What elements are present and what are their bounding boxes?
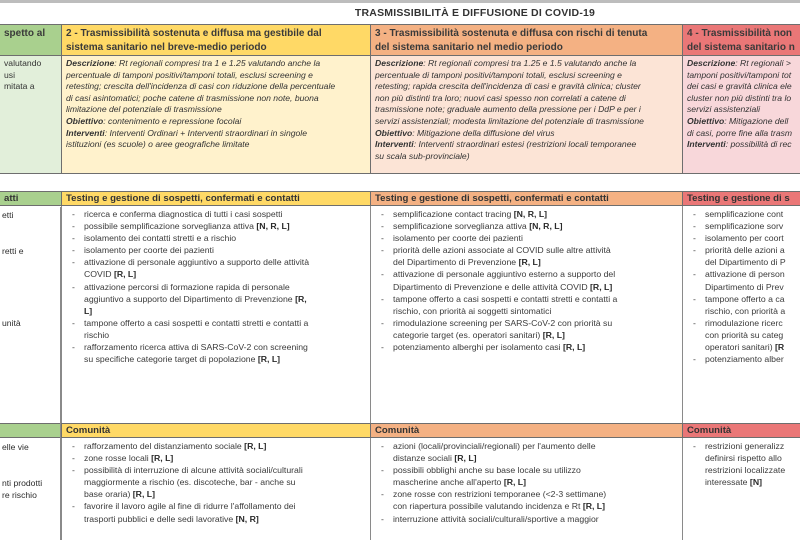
list-item: - potenziamento alberghi per isolamento casi [R, L] xyxy=(381,341,678,353)
level-4-header-line: del sistema sanitario n xyxy=(687,42,795,53)
list-item: - zone rosse locali [R, L] xyxy=(72,452,366,464)
descrizione-line: cluster non più distinti tra lo xyxy=(687,92,792,103)
level-2-testing-header: Testing e gestione di sospetti, confermati e contatti xyxy=(61,191,371,206)
list-item: con priorità su categ xyxy=(705,329,784,340)
descrizione-line: percentuale di tamponi positivi/tamponi totali, esclusi screening e xyxy=(375,69,622,80)
interventi-line: Interventi: Interventi straordinari estesi (restrizioni locali temporanee xyxy=(375,139,637,150)
level-1-community-fragment xyxy=(0,465,61,477)
list-item: maggiormente a rischio (es. discoteche, bar - anche su xyxy=(84,477,296,488)
region-tag: L] xyxy=(84,305,93,316)
descrizione-label: Descrizione xyxy=(66,58,115,68)
descrizione-label: Descrizione xyxy=(375,58,424,68)
region-tag: [R, L] xyxy=(590,281,613,292)
community-items xyxy=(62,440,370,525)
descrizione-line: non più distinti tra loro; nuovi casi spesso non correlati a catene di xyxy=(375,92,626,103)
region-tag: [R, L] xyxy=(113,269,137,280)
descrizione-line: servizi assistenziali; modesta limitazione del potenziale di trasmissione xyxy=(375,115,644,126)
list-item: - priorità delle azioni associate al COVID sulle altre attività xyxy=(381,244,678,256)
level-1-testing-fragment xyxy=(0,233,61,245)
list-item: - restrizioni generalizz xyxy=(693,440,800,452)
level-3-community-header: Comunità xyxy=(370,423,683,438)
list-item: - possibili obblighi anche su base locale su utilizzo xyxy=(381,464,678,476)
level-1-header-line: spetto al xyxy=(4,28,46,39)
level-3-testing-header: Testing e gestione di sospetti, confermati e contatti xyxy=(370,191,683,206)
level-3-header xyxy=(370,24,683,56)
region-tag: [N, R] xyxy=(235,513,259,524)
descrizione-line: servizi assistenziali xyxy=(687,104,761,115)
list-item: del Dipartimento di Prevenzione [R, L] xyxy=(393,257,541,268)
descrizione-line: Descrizione: Rt regionali compresi tra 1 e 1.25 valutando anche la xyxy=(66,58,321,68)
community-items xyxy=(683,440,800,488)
level-4-description xyxy=(682,56,800,174)
region-tag: [N] xyxy=(749,477,762,488)
descrizione-line: trasmissione note; graduale aumento della pressione per i DdP e per i xyxy=(375,104,641,115)
list-item: Dipartimento di Prevenzione e delle attività COVID [R, L] xyxy=(393,281,613,292)
descrizione-line: percentuale di tamponi positivi/tamponi totali, esclusi screening e xyxy=(66,69,313,80)
list-item xyxy=(72,305,366,317)
list-item: - isolamento per coorte dei pazienti xyxy=(381,232,678,244)
descrizione-line: tamponi positivi/tamponi tot xyxy=(687,69,792,80)
list-item: - isolamento per coort xyxy=(693,232,800,244)
level-1-community-fragment: elle vie xyxy=(2,442,29,452)
descrizione-line: Descrizione: Rt regionali compresi tra 1.25 e 1.5 valutando anche la xyxy=(375,58,637,68)
level-4-testing-header: Testing e gestione di s xyxy=(682,191,800,206)
level-2-description xyxy=(61,56,371,174)
list-item: interessate [N] xyxy=(705,477,762,488)
list-item: rischio xyxy=(84,329,110,340)
level-1-description-fragment: usi xyxy=(4,69,15,80)
list-item: - semplificazione sorv xyxy=(693,220,800,232)
list-item: rischio, con priorità ai soggetti sintomatici xyxy=(393,305,552,316)
obiettivo-label: Obiettivo xyxy=(687,115,725,126)
list-item: - ricerca e conferma diagnostica di tutti i casi sospetti xyxy=(72,208,366,220)
list-item: - semplificazione cont xyxy=(693,208,800,220)
top-border xyxy=(0,0,800,3)
descrizione-line: limitazione del potenziale di trasmissione xyxy=(66,104,222,115)
obiettivo-line: di casi, porre fine alla trasm xyxy=(687,127,793,138)
interventi-line: Interventi: Interventi Ordinari + Interventi straordinari in singole xyxy=(66,127,307,138)
region-tag: [R, xyxy=(295,293,307,304)
list-item: con riapertura possibile valutando incidenza e Rt [R, L] xyxy=(393,501,606,512)
level-1-community-fragment: nti prodotti xyxy=(2,478,43,488)
region-tag: [N, R, L] xyxy=(513,209,548,219)
region-tag: [R, L] xyxy=(244,441,267,451)
level-4-community-list xyxy=(682,438,800,540)
list-item: - azioni (locali/provinciali/regionali) per l'aumento delle xyxy=(381,440,678,452)
level-4-header xyxy=(682,24,800,56)
list-item: - potenziamento alber xyxy=(693,353,800,365)
interventi-line: Interventi: possibilità di rec xyxy=(687,139,792,150)
list-item: operatori sanitari) [R xyxy=(705,342,785,353)
level-3-testing-list xyxy=(370,206,683,423)
interventi-label: Interventi xyxy=(687,139,726,150)
list-item: mascherine anche all'aperto [R, L] xyxy=(393,477,527,488)
level-1-community-fragment: re rischio xyxy=(2,490,37,500)
list-item: - tampone offerto a casi sospetti e contatti stretti e contatti a xyxy=(72,317,366,329)
level-1-community-fragment xyxy=(0,453,61,465)
list-item: - rimodulazione screening per SARS-CoV-2 con priorità su xyxy=(381,317,678,329)
level-1-community-header xyxy=(0,423,62,438)
obiettivo-label: Obiettivo xyxy=(66,115,104,126)
level-1-testing-header xyxy=(0,191,62,206)
region-tag: [R, L] xyxy=(503,477,527,488)
list-item: - interruzione attività sociali/culturali/sportive a maggior xyxy=(381,513,678,525)
list-item: - tampone offerto a casi sospetti e contatti stretti e contatti a xyxy=(381,293,678,305)
level-1-testing-fragment xyxy=(0,293,61,305)
level-1-description-fragment: valutando xyxy=(4,58,42,68)
list-item: base oraria) [R, L] xyxy=(84,489,155,500)
list-item: - rimodulazione ricerc xyxy=(693,317,800,329)
testing-items xyxy=(683,208,800,365)
interventi-label: Interventi xyxy=(375,139,414,150)
level-2-header-line: sistema sanitario nel breve-medio periodo xyxy=(66,42,267,53)
level-3-header-line: 3 - Trasmissibilità sostenuta e diffusa con rischi di tenuta xyxy=(375,28,648,39)
section-title: atti xyxy=(4,193,19,204)
list-item: - possibilità di interruzione di alcune attività sociali/culturali xyxy=(72,464,366,476)
region-tag: [N, R, L] xyxy=(529,221,563,232)
level-2-community-header: Comunità xyxy=(61,423,371,438)
list-item: - rafforzamento del distanziamento sociale [R, L] xyxy=(72,440,366,452)
list-item: - tampone offerto a ca xyxy=(693,293,800,305)
obiettivo-line: Obiettivo: Mitigazione della diffusione del virus xyxy=(375,127,555,138)
descrizione-line: Descrizione: Rt regionali > xyxy=(687,58,791,68)
list-item: - attivazione di person xyxy=(693,268,800,280)
list-item: - favorire il lavoro agile al fine di ridurre l'affollamento dei xyxy=(72,500,366,512)
obiettivo-line: Obiettivo: contenimento e repressione focolai xyxy=(66,115,242,126)
descrizione-line: dei casi e gravità clinica ele xyxy=(687,81,792,92)
list-item: - priorità delle azioni a xyxy=(693,244,800,256)
descrizione-line: di casi asintomatici; poche catene di trasmissione non note, buona xyxy=(66,92,319,103)
list-item: - possibile semplificazione sorveglianza attiva [N, R, L] xyxy=(72,220,366,232)
level-1-testing-fragment xyxy=(0,257,61,269)
list-item: COVID [R, L] xyxy=(84,269,137,280)
list-item: categorie target (es. operatori sanitari) [R, L] xyxy=(393,329,565,340)
list-item: su specifiche categorie target di popolazione [R, L] xyxy=(84,354,281,365)
region-tag: [R, L] xyxy=(542,329,565,340)
obiettivo-line: Obiettivo: Mitigazione dell xyxy=(687,115,789,126)
level-4-header-line: 4 - Trasmissibilità non xyxy=(687,28,793,39)
level-1-description xyxy=(0,56,62,174)
list-item: - attivazione di personale aggiuntivo a supporto delle attività xyxy=(72,256,366,268)
level-3-community-list xyxy=(370,438,683,540)
level-1-testing-fragment: unità xyxy=(2,318,21,328)
list-item: - semplificazione contact tracing [N, R, L] xyxy=(381,208,678,220)
region-tag: [R, L] xyxy=(582,501,606,512)
region-tag: [N, R, L] xyxy=(256,221,290,232)
level-4-community-header: Comunità xyxy=(682,423,800,438)
descrizione-line: retesting; rapida crescita dell'incidenza di casi e gravità clinica; cluster xyxy=(375,81,641,92)
list-item: definirsi rispetto allo xyxy=(705,453,782,464)
region-tag: [R, L] xyxy=(257,354,281,365)
list-item: - zone rosse con restrizioni temporanee (<2-3 settimane) xyxy=(381,488,678,500)
list-item: - isolamento dei contatti stretti e a rischio xyxy=(72,232,366,244)
level-4-testing-list xyxy=(682,206,800,423)
list-item: Dipartimento di Prev xyxy=(705,281,784,292)
level-1-community-body xyxy=(0,439,61,540)
level-1-testing-body xyxy=(0,207,61,412)
testing-items xyxy=(371,208,682,353)
list-item: - isolamento per coorte dei pazienti xyxy=(72,244,366,256)
list-item: restrizioni localizzate xyxy=(705,465,786,476)
level-1-testing-fragment xyxy=(0,281,61,293)
level-1-testing-fragment: retti e xyxy=(2,246,24,256)
interventi-label: Interventi xyxy=(66,127,105,138)
list-item: distanze sociali [R, L] xyxy=(393,453,477,464)
level-2-header xyxy=(61,24,371,56)
interventi-line: istituzioni (es scuole) o aree geografiche limitate xyxy=(66,139,250,150)
list-item: trasporti pubblici e delle sedi lavorative [N, R] xyxy=(84,513,259,524)
region-tag: [R, L] xyxy=(132,489,155,500)
community-items xyxy=(371,440,682,525)
level-1-testing-fragment xyxy=(0,269,61,281)
region-tag: [R xyxy=(775,342,785,353)
list-item: - semplificazione sorveglianza attiva [N, R, L] xyxy=(381,220,678,232)
list-item: rischio, con priorità a xyxy=(705,305,786,316)
region-tag: [R, L] xyxy=(563,342,586,353)
list-item: del Dipartimento di P xyxy=(705,257,786,268)
region-tag: [R, L] xyxy=(151,453,174,464)
level-1-description-fragment: mitata a xyxy=(4,81,35,92)
list-item: - rafforzamento ricerca attiva di SARS-CoV-2 con screening xyxy=(72,341,366,353)
interventi-line: su scala sub-provinciale) xyxy=(375,150,470,161)
list-item: - attivazione percorsi di formazione rapida di personale xyxy=(72,281,366,293)
level-1-testing-fragment xyxy=(0,305,61,317)
testing-items xyxy=(62,208,370,365)
level-1-testing-fragment xyxy=(0,221,61,233)
region-tag: [R, L] xyxy=(454,453,477,464)
page-title: TRASMISSIBILITÀ E DIFFUSIONE DI COVID-19 xyxy=(354,7,596,19)
descrizione-label: Descrizione xyxy=(687,58,736,68)
level-3-header-line: del sistema sanitario nel medio periodo xyxy=(375,42,563,53)
level-2-community-list xyxy=(61,438,371,540)
level-3-description xyxy=(370,56,683,174)
list-item: aggiuntivo a supporto del Dipartimento di Prevenzione [R, xyxy=(84,293,307,304)
region-tag: [R, L] xyxy=(518,257,541,268)
list-item: - attivazione di personale aggiuntivo esterno a supporto del xyxy=(381,268,678,280)
descrizione-line: retesting; crescita dell'incidenza di casi con riduzione della percentuale xyxy=(66,81,336,92)
level-1-header xyxy=(0,24,62,56)
level-1-testing-fragment: etti xyxy=(2,210,14,220)
level-2-header-line: 2 - Trasmissibilità sostenuta e diffusa ma gestibile dal xyxy=(66,28,322,39)
obiettivo-label: Obiettivo xyxy=(375,127,413,138)
level-2-testing-list xyxy=(61,206,371,423)
